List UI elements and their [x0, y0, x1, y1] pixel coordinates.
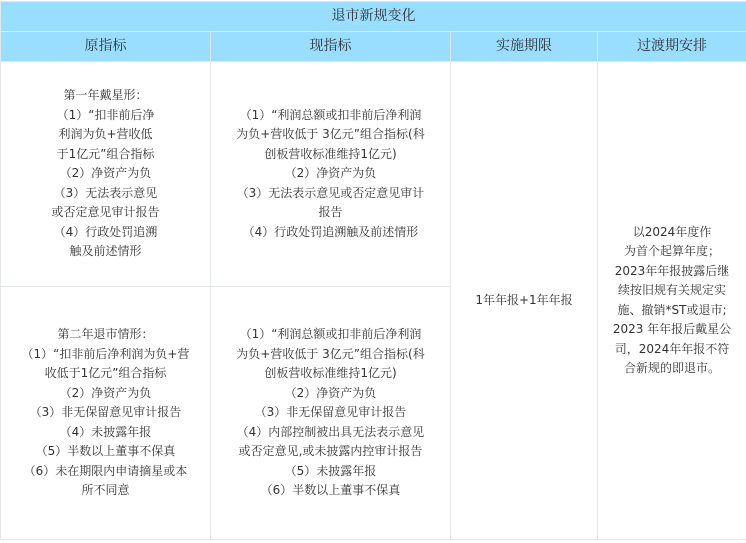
- period-cell: 1年年报+1年年报: [451, 62, 598, 540]
- row2-current-cell: [211, 287, 451, 540]
- header-transition: 过渡期安排: [598, 32, 746, 62]
- cell-text-line: （6）半数以上董事不保真: [211, 481, 450, 501]
- cell-text-line: 施、撤销*ST或退市;: [598, 301, 746, 321]
- cell-text-line: 或否定意见审计报告: [1, 203, 210, 223]
- cell-text-line: （4）未披露年报: [1, 423, 210, 443]
- cell-text-line: 合新规的即退市。: [598, 359, 746, 379]
- cell-text-line: （5）半数以上董事不保真: [1, 442, 210, 462]
- transition-cell: [598, 62, 746, 540]
- cell-text-line: 2023年年报披露后继: [598, 262, 746, 282]
- cell-text-line: 第一年戴星形：: [1, 86, 210, 106]
- cell-text-line: （3）非无保留意见审计报告: [211, 403, 450, 423]
- cell-text-line: 收低于1亿元”组合指标: [1, 364, 210, 384]
- cell-text-line: （5）未披露年报: [211, 462, 450, 482]
- cell-text-line: （3）无法表示意见或否定意见审计: [211, 184, 450, 204]
- cell-text-line: 司，2024年年报不符: [598, 340, 746, 360]
- cell-text-line: （3）非无保留意见审计报告: [1, 403, 210, 423]
- cell-text-line: 为首个起算年度；: [598, 242, 746, 262]
- table-title-row: [1, 2, 746, 32]
- row2-original-cell: [1, 287, 211, 540]
- cell-text-line: 第二年退市情形：: [1, 325, 210, 345]
- cell-text-line: （4）行政处罚追溯触及前述情形: [211, 223, 450, 243]
- cell-text-line: （1）“扣非前后净利润为负+营: [1, 345, 210, 365]
- cell-text-line: 于1亿元”组合指标: [1, 145, 210, 165]
- row1-original-cell: [1, 62, 211, 287]
- cell-text-line: 利润为负+营收低: [1, 125, 210, 145]
- header-original: 原指标: [1, 32, 211, 62]
- delisting-rules-table: [0, 1, 746, 540]
- cell-text-line: （2）净资产为负: [211, 384, 450, 404]
- cell-text-line: （1）“扣非前后净: [1, 106, 210, 126]
- header-current: 现指标: [211, 32, 451, 62]
- cell-text-line: 所不同意: [1, 481, 210, 501]
- header-period: 实施期限: [451, 32, 598, 62]
- table-row: [1, 62, 746, 287]
- cell-text-line: （4）行政处罚追溯: [1, 223, 210, 243]
- cell-text-line: （1）“利润总额或扣非前后净利润: [211, 106, 450, 126]
- cell-text-line: 2023 年年报后戴星公: [598, 320, 746, 340]
- cell-text-line: （2）净资产为负: [211, 164, 450, 184]
- cell-text-line: （2）净资产为负: [1, 164, 210, 184]
- cell-text-line: 以2024年度作: [598, 223, 746, 243]
- cell-text-line: （1）“利润总额或扣非前后净利润: [211, 325, 450, 345]
- cell-text-line: 触及前述情形: [1, 242, 210, 262]
- cell-text-line: 报告: [211, 203, 450, 223]
- table-header-row: [1, 32, 746, 62]
- cell-text-line: （3）无法表示意见: [1, 184, 210, 204]
- cell-text-line: （6）未在期限内申请摘星或本: [1, 462, 210, 482]
- cell-text-line: 为负+营收低于 3亿元”组合指标(科: [211, 125, 450, 145]
- cell-text-line: 或否定意见,或未披露内控审计报告: [211, 442, 450, 462]
- row1-current-cell: [211, 62, 451, 287]
- cell-text-line: 为负+营收低于 3亿元”组合指标(科: [211, 345, 450, 365]
- cell-text-line: 续按旧规有关规定实: [598, 281, 746, 301]
- cell-text-line: （4）内部控制被出具无法表示意见: [211, 423, 450, 443]
- cell-text-line: （2）净资产为负: [1, 384, 210, 404]
- cell-text-line: 创板营收标准维持1亿元): [211, 145, 450, 165]
- table-title: 退市新规变化: [1, 2, 746, 32]
- cell-text-line: 创板营收标准维持1亿元): [211, 364, 450, 384]
